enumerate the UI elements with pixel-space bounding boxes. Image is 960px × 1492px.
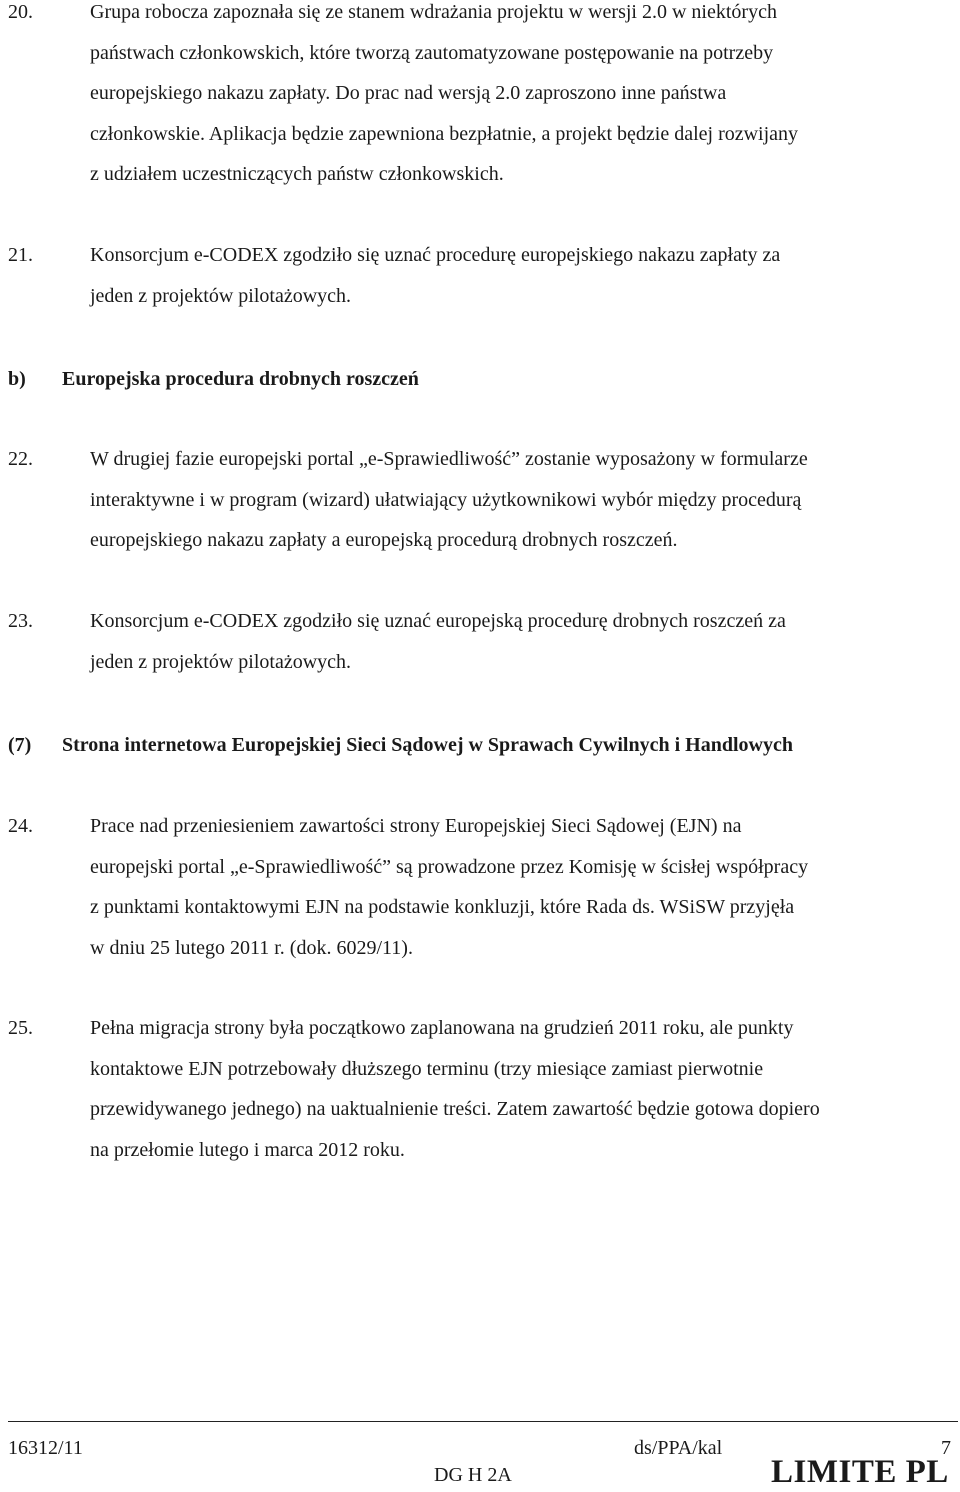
text-line: europejskiego nakazu zapłaty a europejską procedurą drobnych roszczeń. [90,529,678,552]
text-line: w dniu 25 lutego 2011 r. (dok. 6029/11). [90,936,413,959]
text-line: kontaktowe EJN potrzebowały dłuższego terminu (trzy miesiące zamiast pierwotnie [90,1057,764,1080]
paragraph-text [90,439,950,561]
paragraph-text [90,806,950,968]
text-line: na przełomie lutego i marca 2012 roku. [90,1138,405,1161]
paragraph-number: 23. [8,610,33,632]
text-line: Konsorcjum e-CODEX zgodziło się uznać europejską procedurę drobnych roszczeń za [90,610,786,632]
text-line: państwach członkowskich, które tworzą zautomatyzowane postępowanie na potrzeby [90,41,774,64]
heading-text: Europejska procedura drobnych roszczeń [62,368,419,390]
paragraph-number: 24. [8,815,33,837]
footer-divider [8,1421,958,1422]
text-line: jeden z projektów pilotażowych. [90,284,352,307]
text-line: Grupa robocza zapoznała się ze stanem wdrażania projektu w wersji 2.0 w niektórych [90,1,777,23]
paragraph-number: 20. [8,1,33,23]
footer-dg: DG H 2A [434,1464,512,1486]
text-line: z punktami kontaktowymi EJN na podstawie konkluzji, które Rada ds. WSiSW przyjęła [90,896,795,919]
heading-number: b) [8,368,26,390]
paragraph-number: 25. [8,1017,33,1039]
text-line: Konsorcjum e-CODEX zgodziło się uznać procedurę europejskiego nakazu zapłaty za [90,244,781,266]
paragraph-number: 21. [8,244,33,266]
text-line: Prace nad przeniesieniem zawartości strony Europejskiej Sieci Sądowej (EJN) na [90,815,742,837]
paragraph-number: 22. [8,448,33,470]
footer-classification: LIMITE PL [771,1454,949,1490]
footer-initials: ds/PPA/kal [634,1437,723,1459]
text-line: z udziałem uczestniczących państw członkowskich. [90,163,504,186]
text-line: interaktywne i w program (wizard) ułatwiający użytkownikowi wybór między procedurą [90,488,802,511]
footer-doc-number: 16312/11 [8,1437,83,1459]
heading-number: (7) [8,734,32,756]
paragraph-text [90,1008,950,1170]
text-line: europejskiego nakazu zapłaty. Do prac nad wersją 2.0 zaproszono inne państwa [90,82,727,105]
text-line: przewidywanego jednego) na uaktualnienie treści. Zatem zawartość będzie gotowa dopiero [90,1098,820,1121]
paragraph-text [90,235,950,316]
paragraph-text [90,0,950,195]
text-line: Pełna migracja strony była początkowo zaplanowana na grudzień 2011 roku, ale punkty [90,1017,794,1039]
text-line: W drugiej fazie europejski portal „e-Sprawiedliwość” zostanie wyposażony w formularze [90,448,808,470]
text-line: członkowskie. Aplikacja będzie zapewniona bezpłatnie, a projekt będzie dalej rozwijany [90,122,799,145]
text-line: jeden z projektów pilotażowych. [90,650,352,673]
heading-text: Strona internetowa Europejskiej Sieci Sądowej w Sprawach Cywilnych i Handlowych [62,734,793,756]
footer-page-number: 7 [941,1437,951,1459]
text-line: europejski portal „e-Sprawiedliwość” są prowadzone przez Komisję w ścisłej współpracy [90,855,809,878]
paragraph-text [90,601,950,682]
